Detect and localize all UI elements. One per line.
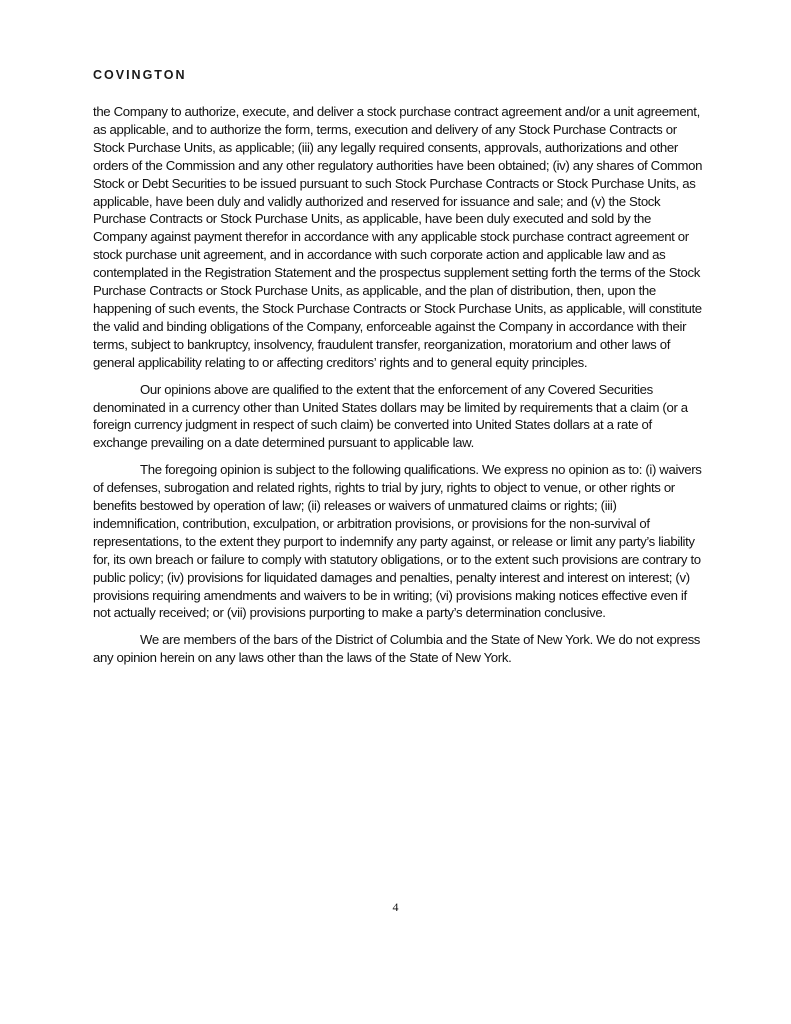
paragraph-currency-qualification: Our opinions above are qualified to the extent that the enforcement of any Covered Securities denominated in a currency other than United States dollars may be limited by requirements that a claim (or a foreign currency judgment in respect of such claim) be converted into United States dollars at a rate of exchange prevailing on a date determined pursuant to applicable law. [93, 381, 688, 451]
paragraph-continuation: the Company to authorize, execute, and deliver a stock purchase contract agreement and/or a unit agreement, as applicable, and to authorize the form, terms, execution and delivery of any Stock Purchase Contracts or Stock Purchase Units, as applicable; (iii) any legally required consents, approvals, authorizations and other orders of the Commission and any other regulatory authorities have been obtained; (iv) any shares of Common Stock or Debt Securities to be issued pursuant to such Stock Purchase Contracts or Stock Purchase Units, as applicable, have been duly and validly authorized and reserved for issuance and sale; and (v) the Stock Purchase Contracts or Stock Purchase Units, as applicable, have been duly executed and sold by the Company against payment therefor in accordance with any applicable stock purchase contract agreement or stock purchase unit agreement, and in accordance with such corporate action and applicable law and as contemplated in the Registration Statement and the prospectus supplement setting forth the terms of the Stock Purchase Contracts or Stock Purchase Units, as applicable, and the plan of distribution, then, upon the happening of such events, the Stock Purchase Contracts or Stock Purchase Units, as applicable, will constitute the valid and binding obligations of the Company, enforceable against the Company in accordance with their terms, subject to bankruptcy, insolvency, fraudulent transfer, reorganization, moratorium and other laws of general applicability relating to or affecting creditors’ rights and to general equity principles. [93, 104, 703, 370]
paragraph-opinion-qualifications: The foregoing opinion is subject to the following qualifications. We express no opinion as to: (i) waivers of defenses, subrogation and related rights, rights to trial by jury, rights to object to venue, or other rights or benefits bestowed by operation of law; (ii) releases or waivers of unmatured claims or rights; (iii) indemnification, contribution, exculpation, or arbitration provisions, or provisions for the non-survival of representations, to the extent they purport to indemnify any party against, or release or limit any party’s liability for, its own breach or failure to comply with statutory obligations, or to the extent such provisions are contrary to public policy; (iv) provisions for liquidated damages and penalties, penalty interest and interest on interest; (v) provisions requiring amendments and waivers to be in writing; (vi) provisions making notices effective even if not actually received; or (vii) provisions purporting to make a party’s determination conclusive. [93, 462, 702, 621]
document-body [93, 103, 703, 676]
paragraph-bar-membership: We are members of the bars of the District of Columbia and the State of New York. We do not express any opinion herein on any laws other than the laws of the State of New York. [93, 632, 701, 666]
firm-name-header: COVINGTON [93, 68, 187, 82]
page-number: 4 [392, 900, 399, 914]
